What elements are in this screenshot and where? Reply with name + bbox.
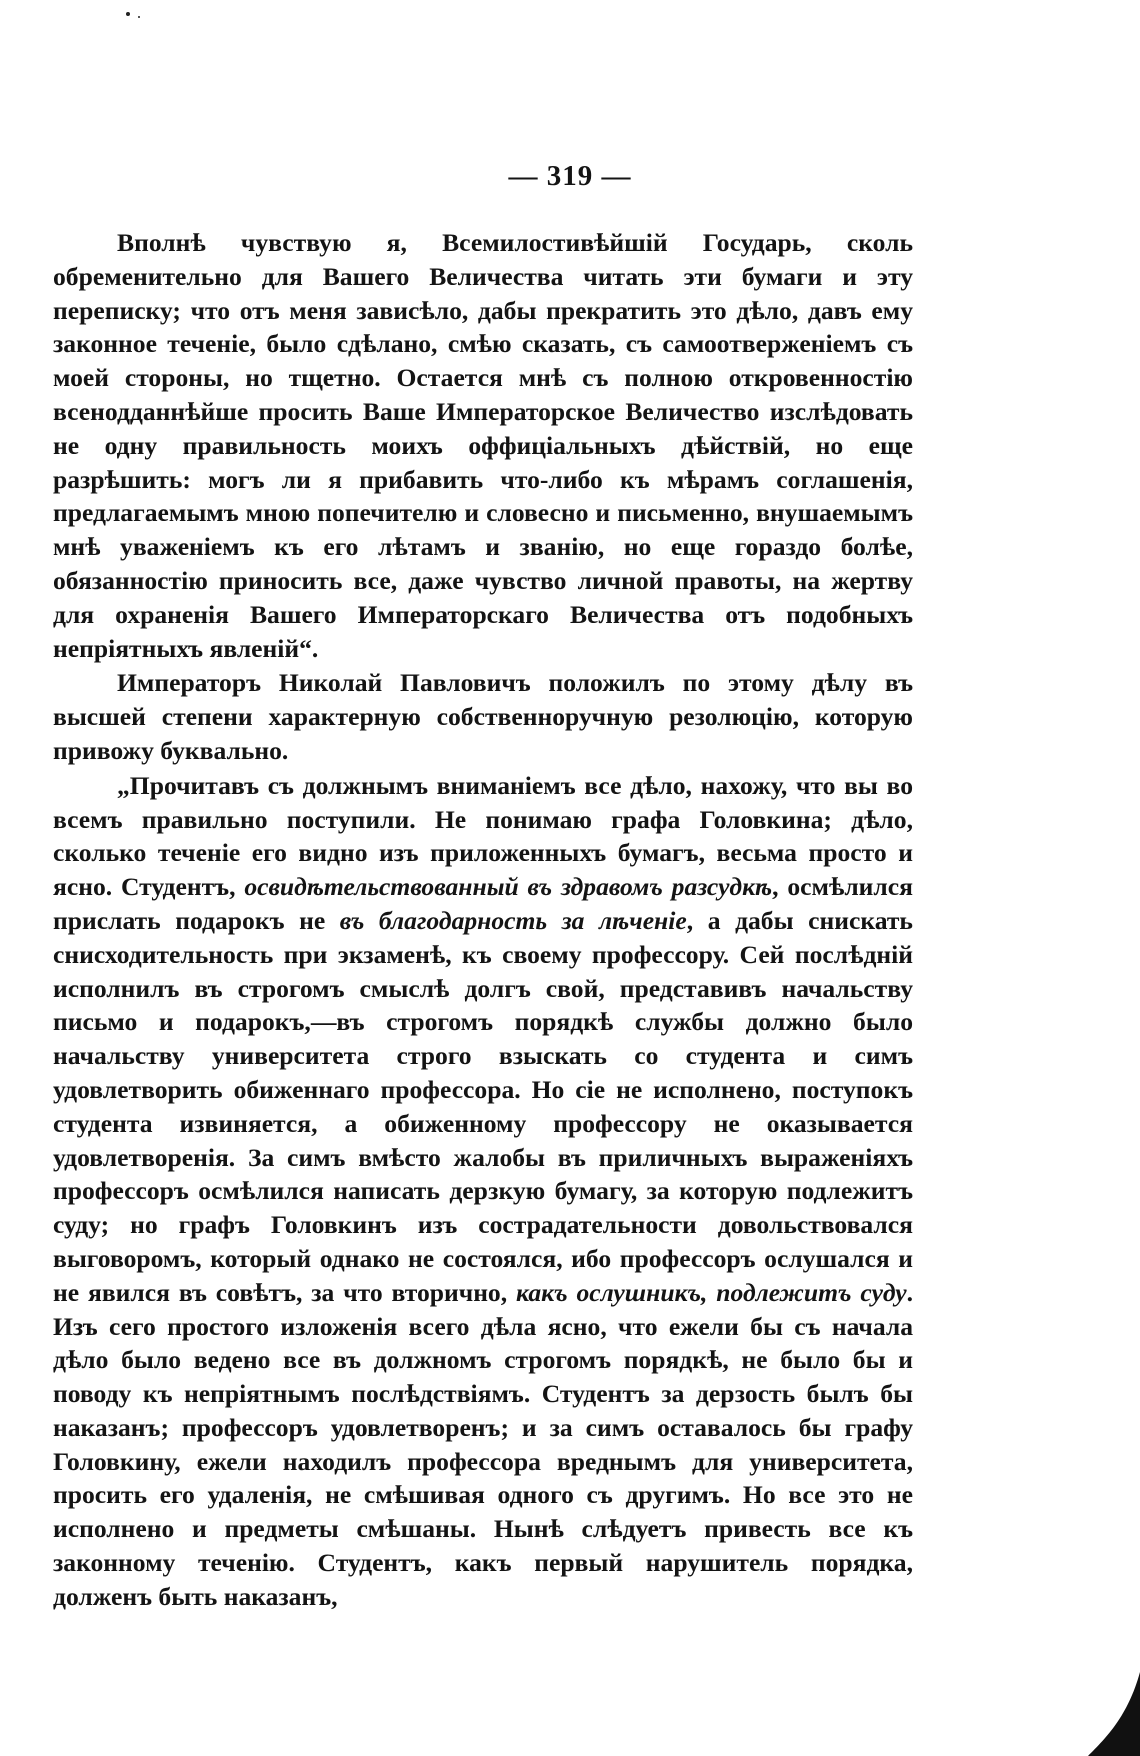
italic-phrase-3: какъ ослушникъ, подлежитъ суду [516, 1277, 907, 1307]
body-text [53, 226, 913, 1614]
paragraph-3-part-3: , а дабы снискать снисходительность при экзаменѣ, къ своему профессору. Сей послѣднiй исполнилъ въ строгомъ смыслѣ долгъ свой, представивъ начальству письмо и подарокъ,—въ строгомъ порядкѣ службы должно было начальству университета строго взыскать со студента и симъ удовлетворить обиженнаго профессора. Но сiе не исполнено, поступокъ студента извиняется, а обиженному профессору не оказывается удовлетворенiя. За симъ вмѣсто жалобы въ приличныхъ выраженiяхъ профессоръ осмѣлился написать дерзкую бумагу, за которую подлежитъ суду; но графъ Головкинъ изъ сострадательности довольствовался выговоромъ, который однако не состоялся, ибо профессоръ ослушался и не явился въ совѣтъ, за что вторично, [53, 905, 913, 1307]
scan-corner-mark [1088, 1672, 1140, 1756]
paragraph-3-part-2: , осмѣлился прислать подарокъ не [53, 872, 913, 935]
page-number: — 319 — [508, 160, 632, 192]
italic-phrase-1: освидѣтельствованный въ здравомъ разсудкѣ [244, 872, 773, 902]
paragraph-1: Вполнѣ чувствую я, Всемилостивѣйшiй Государь, сколь обременительно для Вашего Величества читать эти бумаги и эту переписку; что отъ меня зависѣло, дабы прекратить это дѣло, давъ ему законное теченiе, было сдѣлано, смѣю сказать, съ самоотверженiемъ съ моей стороны, но тщетно. Остается мнѣ съ полною откровенностiю всенодданнѣйше просить Ваше Императорское Величество изслѣдовать не одну правильность моихъ оффицiальныхъ дѣйствiй, но еще разрѣшить: могъ ли я прибавить что-либо къ мѣрамъ соглашенiя, предлагаемымъ мною попечителю и словесно и письменно, внушаемымъ мнѣ уваженiемъ къ его лѣтамъ и званiю, но еще гораздо болѣе, обязанностiю приносить все, даже чувство личной правоты, на жертву для охраненiя Вашего Императорскаго Величества отъ подобныхъ непрiятныхъ явленiй“. [53, 228, 913, 663]
paragraph-3-part-1: „Прочитавъ съ должнымъ вниманiемъ все дѣло, нахожу, что вы во всемъ правильно поступили. Не понимаю графа Головкина; дѣло, сколько теченiе его видно изъ приложенныхъ бумагъ, весьма просто и ясно. Студентъ, [53, 770, 913, 902]
paragraph-2: Императоръ Николай Павловичъ положилъ по этому дѣлу въ высшей степени характерную собственноручную резолюцiю, которую привожу буквально. [53, 668, 913, 765]
paragraph-3-part-4: . Изъ сего простого изложенiя всего дѣла ясно, что ежели бы съ начала дѣло было ведено все въ должномъ строгомъ порядкѣ, не было бы и поводу къ непрiятнымъ послѣдствiямъ. Студентъ за дерзость былъ бы наказанъ; профессоръ удовлетворенъ; и за симъ оставалось бы графу Головкину, ежели находилъ профессора вреднымъ для университета, просить его удаленiя, не смѣшивая одного съ другимъ. Но все это не исполнено и предметы смѣшаны. Нынѣ слѣдуетъ привесть все къ законному теченiю. Студентъ, какъ первый нарушитель порядка, долженъ быть наказанъ, [53, 1277, 913, 1611]
italic-phrase-2: въ благодарность за лѣченiе [339, 905, 687, 935]
paragraph-3 [53, 769, 913, 1614]
scan-specks [126, 10, 146, 20]
